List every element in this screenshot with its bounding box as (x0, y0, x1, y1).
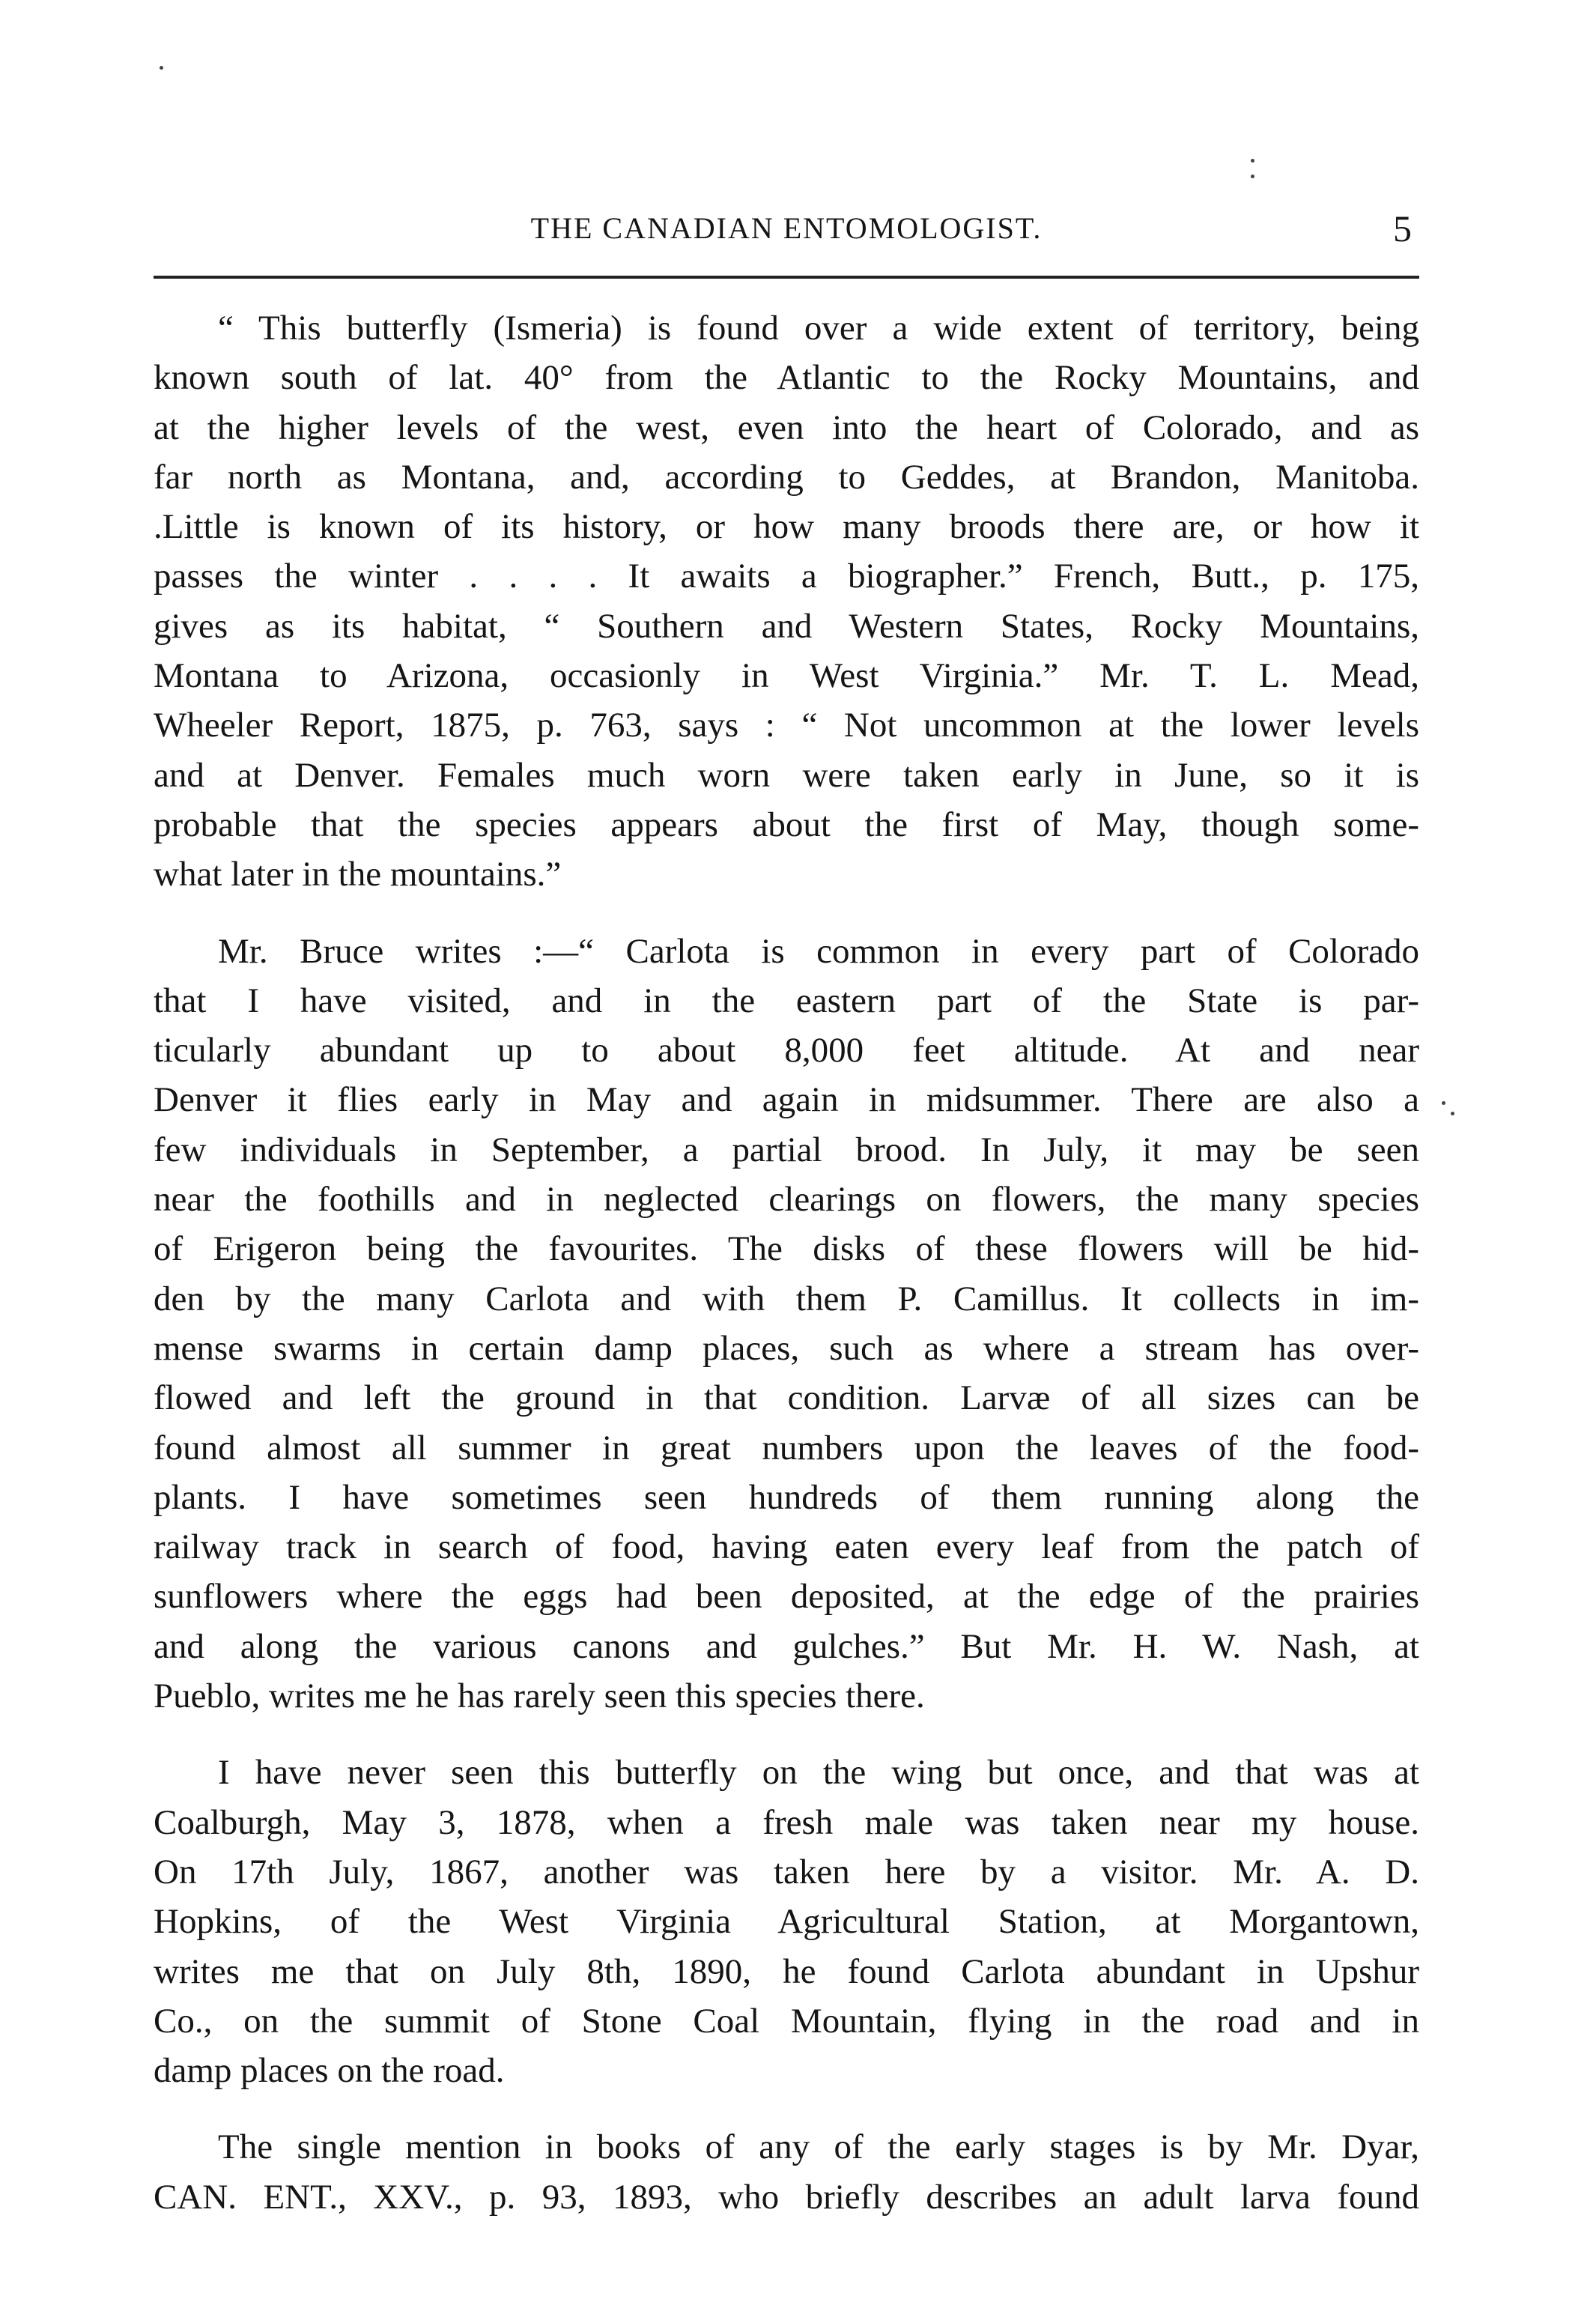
page-number: 5 (1393, 208, 1412, 249)
running-title: THE CANADIAN ENTOMOLOGIST. (530, 211, 1043, 245)
text-line: that I have visited, and in the eastern part of the State is par- (154, 981, 1419, 1020)
print-speck (1251, 175, 1254, 178)
text-line: Hopkins, of the West Virginia Agricultural Station, at Morgantown, (154, 1902, 1419, 1942)
text-line: gives as its habitat, “ Southern and Western States, Rocky Mountains, (154, 606, 1419, 646)
text-line: what later in the mountains.” (154, 855, 562, 894)
text-line: den by the many Carlota and with them P. Camillus. It collects in im- (154, 1279, 1419, 1318)
print-speck (1451, 1112, 1454, 1115)
text-line: near the foothills and in neglected clearings on flowers, the many species (154, 1180, 1419, 1220)
text-line: writes me that on July 8th, 1890, he found Carlota abundant in Upshur (154, 1951, 1419, 1991)
paragraph-3 (154, 1748, 1419, 2095)
text-line: Denver it flies early in May and again in midsummer. There are also a (154, 1080, 1419, 1120)
text-line: CAN. ENT., XXV., p. 93, 1893, who briefly describes an adult larva found (154, 2177, 1419, 2217)
text-line: few individuals in September, a partial brood. In July, it may be seen (154, 1130, 1419, 1169)
text-line: at the higher levels of the west, even into the heart of Colorado, and as (154, 408, 1419, 447)
text-line: and along the various canons and gulches.” But Mr. H. W. Nash, at (154, 1626, 1419, 1666)
text-line: “ This butterfly (Ismeria) is found over a wide extent of territory, being (218, 309, 1419, 348)
text-line: The single mention in books of any of the early stages is by Mr. Dyar, (218, 2127, 1419, 2167)
page-header (154, 202, 1419, 255)
text-line: of Erigeron being the favourites. The disks of these flowers will be hid- (154, 1229, 1419, 1269)
text-line: Co., on the summit of Stone Coal Mountain, flying in the road and in (154, 2001, 1419, 2041)
text-line: On 17th July, 1867, another was taken here by a visitor. Mr. A. D. (154, 1852, 1419, 1891)
header-rule (154, 276, 1419, 279)
text-line: Wheeler Report, 1875, p. 763, says : “ Not uncommon at the lower levels (154, 706, 1419, 745)
text-line: Coalburgh, May 3, 1878, when a fresh male was taken near my house. (154, 1802, 1419, 1842)
print-speck (160, 66, 163, 70)
text-line: Mr. Bruce writes :—“ Carlota is common in every part of Colorado (218, 931, 1419, 971)
text-line: plants. I have sometimes seen hundreds of them running along the (154, 1477, 1419, 1517)
text-line: damp places on the road. (154, 2051, 505, 2091)
paragraph-2 (154, 927, 1419, 1721)
text-line: and at Denver. Females much worn were taken early in June, so it is (154, 755, 1419, 795)
text-line: I have never seen this butterfly on the wing but once, and that was at (218, 1753, 1419, 1793)
print-speck (1251, 159, 1254, 163)
body-text (154, 303, 1419, 2222)
text-line: probable that the species appears about the first of May, though some- (154, 805, 1419, 844)
text-line: Montana to Arizona, occasionly in West Virginia.” Mr. T. L. Mead, (154, 656, 1419, 696)
text-line: ticularly abundant up to about 8,000 feet altitude. At and near (154, 1031, 1419, 1070)
paragraph-gap (154, 900, 1419, 927)
paragraph-gap (154, 1721, 1419, 1748)
text-line: Pueblo, writes me he has rarely seen this species there. (154, 1677, 925, 1716)
text-line: far north as Montana, and, according to Geddes, at Brandon, Manitoba. (154, 457, 1419, 497)
text-line: railway track in search of food, having eaten every leaf from the patch of (154, 1527, 1419, 1567)
text-line: flowed and left the ground in that condition. Larvæ of all sizes can be (154, 1378, 1419, 1418)
print-speck (1442, 1101, 1445, 1105)
text-line: sunflowers where the eggs had been deposited, at the edge of the prairies (154, 1577, 1419, 1617)
paragraph-1 (154, 303, 1419, 900)
text-line: mense swarms in certain damp places, such as where a stream has over- (154, 1328, 1419, 1368)
text-line: found almost all summer in great numbers upon the leaves of the food- (154, 1428, 1419, 1468)
text-line: passes the winter . . . . It awaits a biographer.” French, Butt., p. 175, (154, 557, 1419, 596)
paragraph-gap (154, 2095, 1419, 2122)
text-line: .Little is known of its history, or how many broods there are, or how it (154, 507, 1419, 547)
paragraph-4 (154, 2122, 1419, 2222)
text-line: known south of lat. 40° from the Atlantic to the Rocky Mountains, and (154, 358, 1419, 398)
